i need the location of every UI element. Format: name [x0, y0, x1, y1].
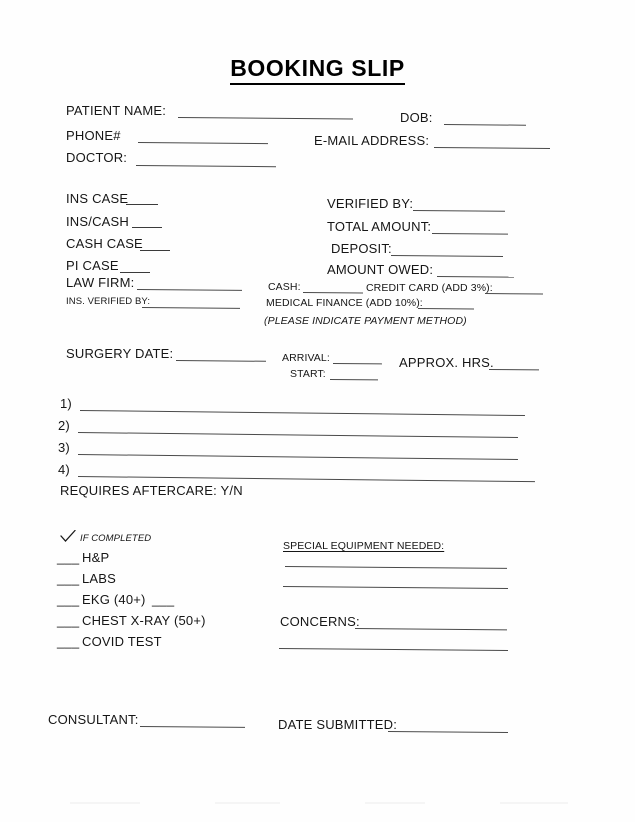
scan-artifact [365, 802, 425, 804]
checklist-blank-ekg[interactable]: ___ [57, 592, 80, 607]
dob-rule[interactable] [444, 124, 526, 126]
procedure-rule-2[interactable] [78, 432, 518, 438]
amount-owed-label: AMOUNT OWED: [327, 262, 434, 277]
pi-case-label: PI CASE [66, 258, 119, 273]
ins-case-label: INS CASE [66, 191, 129, 206]
special-equipment-rule-1[interactable] [285, 566, 507, 569]
checklist-trailing-blank-ekg[interactable]: ___ [152, 592, 175, 607]
start-rule[interactable] [330, 379, 378, 380]
surgery-date-label: SURGERY DATE: [66, 346, 174, 361]
arrival-label: ARRIVAL: [282, 352, 330, 364]
checklist-blank-chest-xray[interactable]: ___ [57, 613, 80, 628]
cash-label: CASH: [268, 281, 301, 293]
ins-verified-by-label: INS. VERIFIED BY: [66, 296, 151, 307]
page-title-text: BOOKING SLIP [230, 55, 405, 85]
law-firm-label: LAW FIRM: [66, 275, 135, 290]
consultant-label: CONSULTANT: [48, 712, 139, 727]
checklist-blank-covid[interactable]: ___ [57, 634, 80, 649]
scan-artifact [215, 802, 280, 804]
checklist-label-ekg: EKG (40+) [82, 592, 146, 607]
total-amount-label: TOTAL AMOUNT: [327, 219, 432, 234]
procedure-number-4: 4) [58, 462, 70, 477]
email-rule[interactable] [434, 147, 550, 149]
procedure-number-2: 2) [58, 418, 70, 433]
concerns-label: CONCERNS: [280, 614, 360, 629]
special-equipment-rule-2[interactable] [283, 586, 508, 589]
patient-name-label: PATIENT NAME: [66, 103, 167, 118]
checklist-label-covid: COVID TEST [82, 634, 162, 649]
cash-case-label: CASH CASE [66, 236, 143, 251]
doctor-label: DOCTOR: [66, 150, 128, 165]
amount-owed-rule[interactable] [437, 276, 514, 278]
patient-name-rule[interactable] [178, 117, 353, 120]
pi-case-rule[interactable] [120, 272, 150, 273]
total-amount-rule[interactable] [432, 233, 508, 235]
scan-artifact [500, 802, 568, 804]
cash-case-rule[interactable] [140, 250, 170, 251]
ins-case-rule[interactable] [126, 204, 158, 205]
if-completed-label: IF COMPLETED [80, 533, 152, 544]
procedure-rule-1[interactable] [80, 410, 525, 416]
requires-aftercare-label: REQUIRES AFTERCARE: Y/N [60, 483, 243, 498]
concerns-rule-2[interactable] [279, 648, 508, 651]
scan-artifact [70, 802, 140, 804]
date-submitted-label: DATE SUBMITTED: [278, 717, 398, 732]
page-title [0, 55, 635, 85]
surgery-date-rule[interactable] [176, 360, 266, 362]
checklist-label-labs: LABS [82, 571, 117, 586]
credit-card-rule[interactable] [485, 293, 543, 295]
verified-by-rule[interactable] [413, 210, 505, 212]
phone-label: PHONE# [66, 128, 121, 143]
email-label: E-MAIL ADDRESS: [314, 133, 430, 148]
procedure-number-3: 3) [58, 440, 70, 455]
procedure-rule-4[interactable] [78, 476, 535, 482]
approx-hrs-rule[interactable] [489, 369, 539, 370]
start-label: START: [290, 368, 326, 380]
credit-card-label: CREDIT CARD (ADD 3%): [366, 282, 493, 294]
ins-verified-by-rule[interactable] [142, 307, 240, 309]
verified-by-label: VERIFIED BY: [327, 196, 414, 211]
cash-rule[interactable] [303, 292, 363, 294]
procedure-number-1: 1) [60, 396, 72, 411]
law-firm-rule[interactable] [137, 289, 242, 291]
special-equipment-label: SPECIAL EQUIPMENT NEEDED: [283, 540, 445, 552]
concerns-rule-1[interactable] [355, 628, 507, 630]
medical-finance-rule[interactable] [418, 308, 474, 309]
checklist-blank-labs[interactable]: ___ [57, 571, 80, 586]
date-submitted-rule[interactable] [388, 731, 508, 733]
checklist-label-chest-xray: CHEST X-RAY (50+) [82, 613, 206, 628]
ins-cash-label: INS/CASH [66, 214, 130, 229]
check-mark-icon [60, 530, 76, 544]
ins-cash-rule[interactable] [132, 227, 162, 228]
deposit-label: DEPOSIT: [331, 241, 392, 256]
approx-hrs-label: APPROX. HRS. [399, 355, 494, 370]
medical-finance-label: MEDICAL FINANCE (ADD 10%): [266, 297, 423, 309]
arrival-rule[interactable] [333, 363, 382, 364]
checklist-label-hp: H&P [82, 550, 110, 565]
phone-rule[interactable] [138, 142, 268, 144]
deposit-rule[interactable] [391, 255, 503, 257]
payment-method-note: (PLEASE INDICATE PAYMENT METHOD) [264, 315, 467, 327]
doctor-rule[interactable] [136, 165, 276, 167]
consultant-rule[interactable] [140, 726, 245, 728]
procedure-rule-3[interactable] [78, 454, 518, 460]
checklist-blank-hp[interactable]: ___ [57, 550, 80, 565]
dob-label: DOB: [400, 110, 433, 125]
